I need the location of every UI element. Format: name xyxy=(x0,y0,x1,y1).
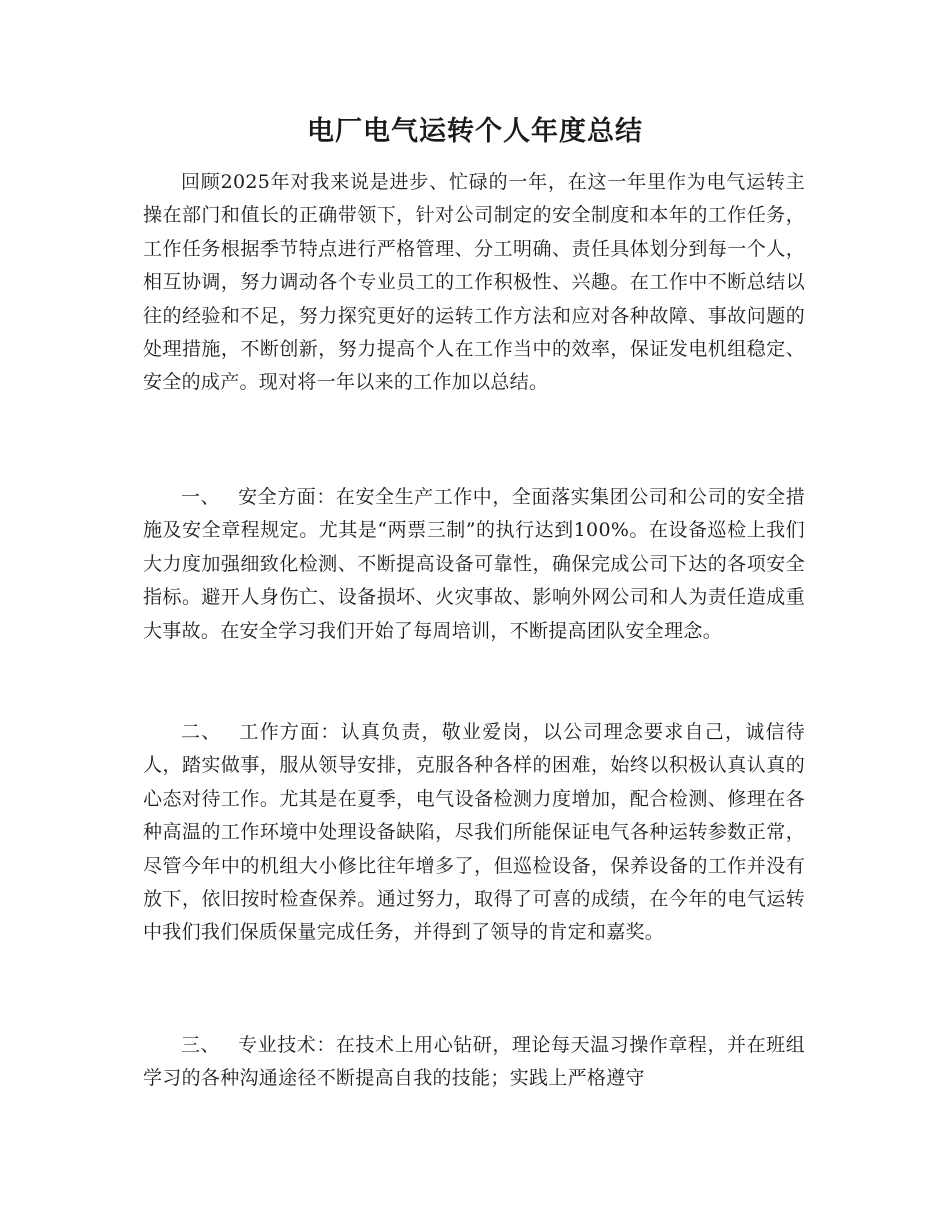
document-title: 电厂电气运转个人年度总结 xyxy=(307,116,643,147)
intro-paragraph: 回顾2025年对我来说是进步、忙碌的一年，在这一年里作为电气运转主操在部门和值长的正确带领下，针对公司制定的安全制度和本年的工作任务，工作任务根据季节特点进行严格管理、分工明确、责任具体划分到每一个人，相互协调，努力调动各个专业员工的工作积极性、兴趣。在工作中不断总结以往的经验和不足，努力探究更好的运转工作方法和应对各种故障、事故问题的处理措施，不断创新，努力提高个人在工作当中的效率，保证发电机组稳定、安全的成产。现对将一年以来的工作加以总结。 xyxy=(143,171,805,394)
section-number: 一、 xyxy=(181,486,221,508)
section-text: 专业技术：在技术上用心钻研，理论每天温习操作章程，并在班组学习的各种沟通途径不断提高自我的技能；实践上严格遵守 xyxy=(143,1034,806,1090)
section-work xyxy=(143,716,805,950)
section-number: 二、 xyxy=(181,721,222,743)
section-safety xyxy=(143,481,805,648)
section-text: 工作方面：认真负责，敬业爱岗，以公司理念要求自己，诚信待人，踏实做事，服从领导安排，克服各种各样的困难，始终以积极认真认真的心态对待工作。尤其是在夏季，电气设备检测力度增加，配合检测、修理在各种高温的工作环境中处理设备缺陷，尽我们所能保证电气各种运转参数正常，尽管今年中的机组大小修比往年增多了，但巡检设备，保养设备的工作并没有放下，依旧按时检查保养。通过努力，取得了可喜的成绩，在今年的电气运转中我们我们保质保量完成任务，并得到了领导的肯定和嘉奖。 xyxy=(143,721,805,944)
section-text: 安全方面：在安全生产工作中，全面落实集团公司和公司的安全措施及安全章程规定。尤其是“两票三制”的执行达到100%。在设备巡检上我们大力度加强细致化检测、不断提高设备可靠性，确保完成公司下达的各项安全指标。避开人身伤亡、设备损坏、火灾事故、影响外网公司和人为责任造成重大事故。在安全学习我们开始了每周培训，不断提高团队安全理念。 xyxy=(143,486,806,642)
section-technical xyxy=(143,1029,805,1096)
section-number: 三、 xyxy=(181,1034,221,1056)
